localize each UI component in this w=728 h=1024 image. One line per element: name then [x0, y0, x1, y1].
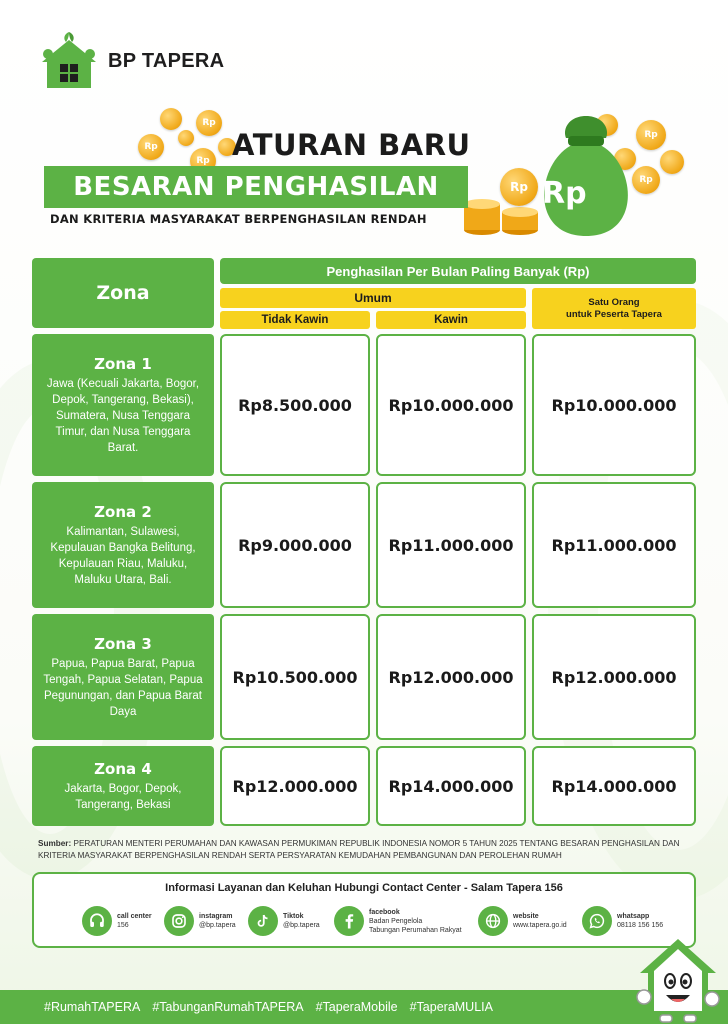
- coin-icon: Rp: [500, 168, 538, 206]
- zona-header: Zona: [32, 258, 214, 328]
- zone-name: Zona 2: [94, 502, 152, 521]
- value-tidak-kawin: Rp10.500.000: [220, 614, 370, 740]
- income-header: Penghasilan Per Bulan Paling Banyak (Rp): [220, 258, 696, 284]
- zone-name: Zona 1: [94, 354, 152, 373]
- hashtag-bar: [0, 990, 728, 1024]
- umum-header: Umum: [220, 288, 526, 308]
- value-satu-orang: Rp11.000.000: [532, 482, 696, 608]
- hashtag[interactable]: #TabunganRumahTAPERA: [152, 1000, 304, 1014]
- zone-name: Zona 4: [94, 759, 152, 778]
- contact-call-center[interactable]: call center 156: [82, 906, 152, 936]
- zone-description: Kalimantan, Sulawesi, Kepulauan Bangka Belitung, Kepulauan Riau, Maluku, Maluku Utara, Bali.: [50, 525, 196, 586]
- value-kawin: Rp12.000.000: [376, 614, 526, 740]
- coin-icon: Rp: [138, 134, 164, 160]
- zone-description: Jawa (Kecuali Jakarta, Bogor, Depok, Tangerang, Bekasi), Sumatera, Nusa Tenggara Timur, dan Nusa Tenggara Barat.: [46, 377, 200, 454]
- zone-row-4: [32, 746, 214, 826]
- value-satu-orang: Rp12.000.000: [532, 614, 696, 740]
- hashtag[interactable]: #TaperaMULIA: [409, 1000, 493, 1014]
- value-satu-orang: Rp14.000.000: [532, 746, 696, 826]
- instagram-icon: [164, 906, 194, 936]
- contact-box: [32, 872, 696, 948]
- brand-name: BP TAPERA: [108, 49, 225, 72]
- contact-website[interactable]: website www.tapera.go.id: [478, 906, 567, 936]
- coin-icon: [160, 108, 182, 130]
- contact-tiktok[interactable]: Tiktok @bp.tapera: [248, 906, 320, 936]
- value-satu-orang: Rp10.000.000: [532, 334, 696, 476]
- tapera-house-icon: [38, 30, 100, 92]
- hashtag[interactable]: #RumahTAPERA: [44, 1000, 141, 1014]
- satu-orang-header: Satu Orang untuk Peserta Tapera: [532, 288, 696, 329]
- zone-name: Zona 3: [94, 634, 152, 653]
- zone-row-3: [32, 614, 214, 740]
- coin-icon: Rp: [190, 148, 216, 174]
- value-kawin: Rp10.000.000: [376, 334, 526, 476]
- coin-icon: [660, 150, 684, 174]
- value-tidak-kawin: Rp9.000.000: [220, 482, 370, 608]
- source-note: [38, 838, 694, 862]
- headset-icon: [82, 906, 112, 936]
- contact-facebook[interactable]: facebook Badan Pengelola Tabungan Perumahan Rakyat: [334, 906, 462, 936]
- value-tidak-kawin: Rp12.000.000: [220, 746, 370, 826]
- hashtag[interactable]: #TaperaMobile: [315, 1000, 398, 1014]
- value-kawin: Rp14.000.000: [376, 746, 526, 826]
- source-text: PERATURAN MENTERI PERUMAHAN DAN KAWASAN PERMUKIMAN REPUBLIK INDONESIA NOMOR 5 TAHUN 2025 TENTANG BESARAN PENGHASILAN DAN KRITERIA MASYARAKAT BERPENGHASILAN RENDAH SERTA PERSYARATAN KEMUDAHAN PEMBANGUNAN DAN PEROLEHAN RUMAH: [38, 839, 680, 860]
- zone-row-2: [32, 482, 214, 608]
- brand-logo: [38, 30, 224, 92]
- coin-icon: Rp: [632, 166, 660, 194]
- contact-title: Informasi Layanan dan Keluhan Hubungi Contact Center - Salam Tapera 156: [165, 882, 563, 894]
- money-bag-icon: Rp: [526, 110, 646, 242]
- globe-icon: [478, 906, 508, 936]
- zone-row-1: [32, 334, 214, 476]
- value-kawin: Rp11.000.000: [376, 482, 526, 608]
- facebook-icon: [334, 906, 364, 936]
- coin-icon: [178, 130, 194, 146]
- tidak-kawin-header: Tidak Kawin: [220, 311, 370, 329]
- whatsapp-icon: [582, 906, 612, 936]
- zone-description: Papua, Papua Barat, Papua Tengah, Papua Selatan, Papua Pegunungan, dan Papua Barat Daya: [43, 657, 203, 718]
- source-label: Sumber:: [38, 839, 72, 848]
- kawin-header: Kawin: [376, 311, 526, 329]
- zone-description: Jakarta, Bogor, Depok, Tangerang, Bekasi: [64, 782, 182, 811]
- title-besaran-penghasilan: BESARAN PENGHASILAN: [44, 166, 468, 208]
- house-mascot-icon: [636, 935, 720, 1024]
- tiktok-icon: [248, 906, 278, 936]
- value-tidak-kawin: Rp8.500.000: [220, 334, 370, 476]
- contact-instagram[interactable]: instagram @bp.tapera: [164, 906, 236, 936]
- coin-icon: Rp: [196, 110, 222, 136]
- title-aturan-baru: ATURAN BARU: [232, 128, 471, 162]
- title-kriteria: DAN KRITERIA MASYARAKAT BERPENGHASILAN RENDAH: [50, 212, 427, 226]
- contact-whatsapp[interactable]: whatsapp 08118 156 156: [582, 906, 663, 936]
- coin-icon: Rp: [636, 120, 666, 150]
